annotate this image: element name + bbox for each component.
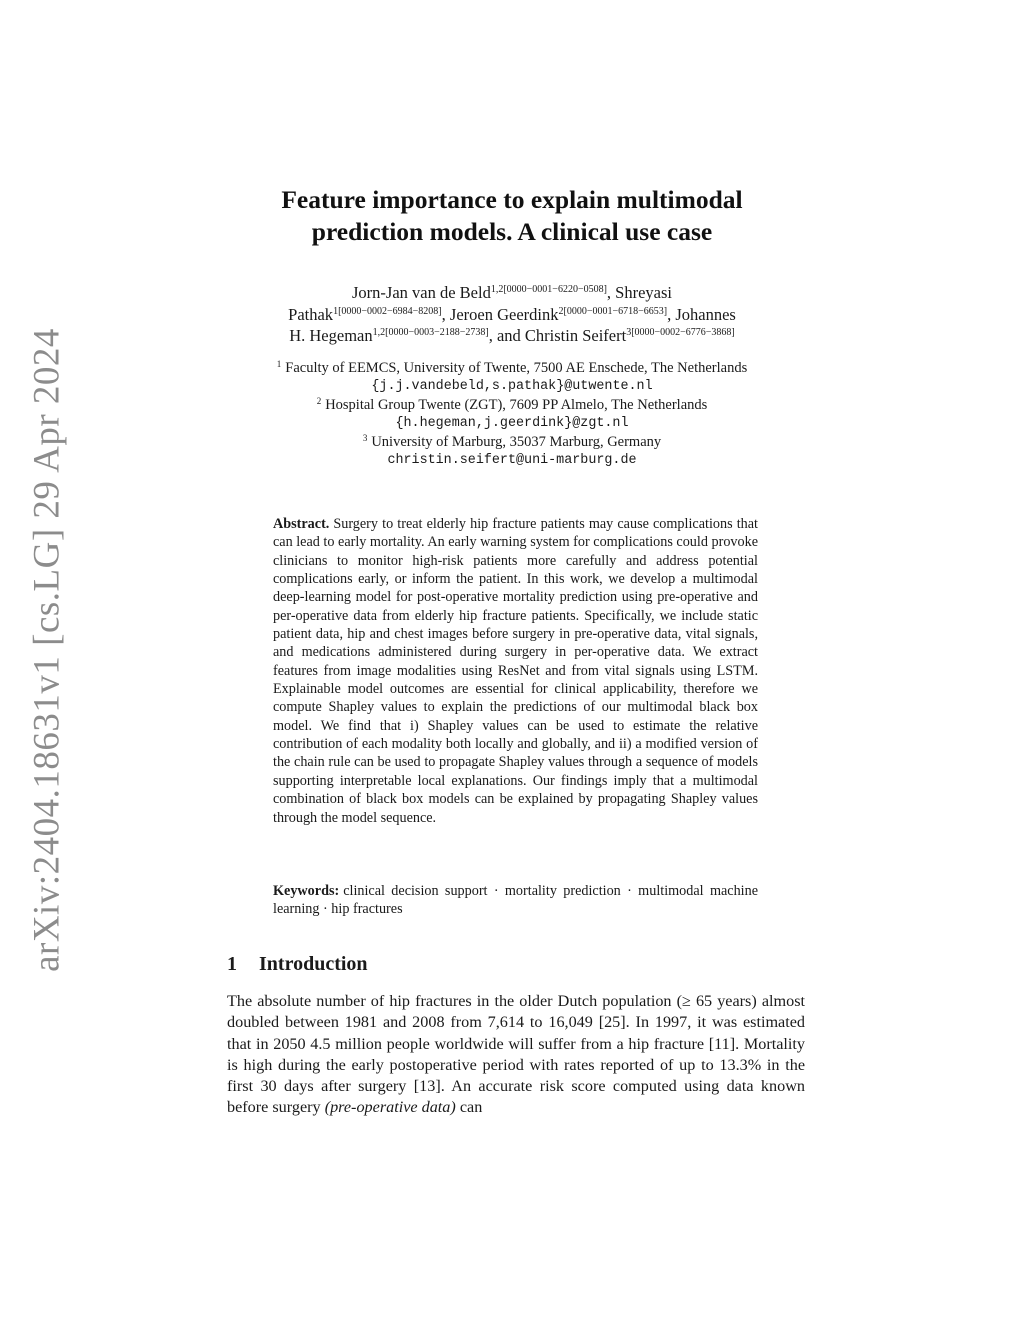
affiliation-1: $^1$ Faculty of EEMCS, University of Twente, 7500 AE Enschede, The Netherlands <box>276 359 748 376</box>
email-1: {j.j.vandebeld,s.pathak}@utwente.nl <box>371 378 653 394</box>
author-orcid: 1,2[0000−0001−6220−0508] <box>490 284 607 295</box>
author-name: Jeroen Geerdink <box>449 304 559 324</box>
author-line-3: H. Hegeman$^{1,2[0000-0003-2188-2738]}$, and Christin Seifert$^{3[0000-0002-6776-3868]}$ <box>289 326 735 345</box>
author-name: Jorn-Jan van de Beld <box>351 283 491 302</box>
section-number: 1 <box>227 953 237 975</box>
section-heading <box>227 952 368 976</box>
keywords <box>273 882 758 919</box>
intro-emphasis: (pre-operative data) <box>324 1098 456 1117</box>
affiliation-2: $^2$ Hospital Group Twente (ZGT), 7609 PP Almelo, The Netherlands <box>316 396 708 414</box>
author-orcid: 3[0000−0002−6776−3868] <box>626 327 735 338</box>
author-orcid: 1[0000−0002−6984−8208] <box>333 305 442 317</box>
abstract <box>273 515 758 827</box>
email-3: christin.seifert@uni-marburg.de <box>387 452 637 468</box>
author-line-2: Pathak$^{1[0000-0002-6984-8208]}$, Jeroen Geerdink$^{2[0000-0001-6718-6653]}$, Johannes <box>288 304 736 324</box>
intro-text: The absolute number of hip fractures in the older Dutch population (≥ 65 years) almost doubled between 1981 and 2008 from 7,614 to 16,049 [25]. In 1997, it was estimated that in 2050 4.5 million people worldwide will suffer from a hip fracture [11]. Mortality is high during the early postoperative period with rates reported of up to 13.3% in the first 30 days after surgery [13]. An accurate risk score computed using data known before surgery <box>227 992 805 1117</box>
abstract-label: Abstract. <box>273 516 330 532</box>
title-line-1: Feature importance to explain multimodal <box>281 185 743 214</box>
title-line-2: prediction models. A clinical use case <box>311 217 713 246</box>
author-name: Christin Seifert <box>524 326 627 345</box>
author-list <box>0 282 1024 347</box>
keywords-label: Keywords: <box>273 883 340 899</box>
arxiv-identifier: arXiv:2404.18631v1 [cs.LG] 29 Apr 2024 <box>26 328 68 972</box>
author-orcid: 2[0000−0001−6718−6653] <box>558 305 668 317</box>
abstract-text: Surgery to treat elderly hip fracture patients may cause complications that can lead to early mortality. An early warning system for complications could provoke clinicians to monitor high-risk patients more carefully and address potential complications early, or inform the patient. In this work, we develop a multimodal deep-learning model for post-operative mortality prediction using pre-operative and per-operative data from elderly hip fracture patients. Specifically, we include static patient data, hip and chest images before surgery in pre-operative data, vital signals, and medications administered during surgery in per-operative data. We extract features from image modalities using ResNet and from vital signals using LSTM. Explainable model outcomes are essential for clinical applicability, therefore we compute Shapley values to explain the predictions of our multimodal black box model. We find that i) Shapley values can be used to estimate the relative contribution of each modality both locally and globally, and ii) a modified version of the chain rule can be used to propagate Shapley values through a sequence of models supporting interpretable local explanations. Our findings imply that a multimodal combination of black box models can be explained by propagating Shapley values through the model sequence. <box>273 516 758 826</box>
email-2: {h.hegeman,j.geerdink}@zgt.nl <box>395 415 629 431</box>
keywords-text: clinical decision support · mortality prediction · multimodal machine learning · hip fractures <box>273 883 758 918</box>
affiliations <box>0 359 1024 471</box>
affiliation-3: $^3$ University of Marburg, 35037 Marburg, Germany <box>362 433 662 451</box>
paper-title <box>0 184 1024 248</box>
intro-tail: can <box>459 1098 483 1117</box>
author-orcid: 1,2[0000−0003−2188−2738] <box>372 327 489 338</box>
section-title: Introduction <box>259 953 368 975</box>
intro-paragraph <box>227 991 805 1119</box>
author-line-1: Jorn-Jan van de Beld$^{1,2[0000-0001-6220-0508]}$, Shreyasi <box>351 283 672 302</box>
